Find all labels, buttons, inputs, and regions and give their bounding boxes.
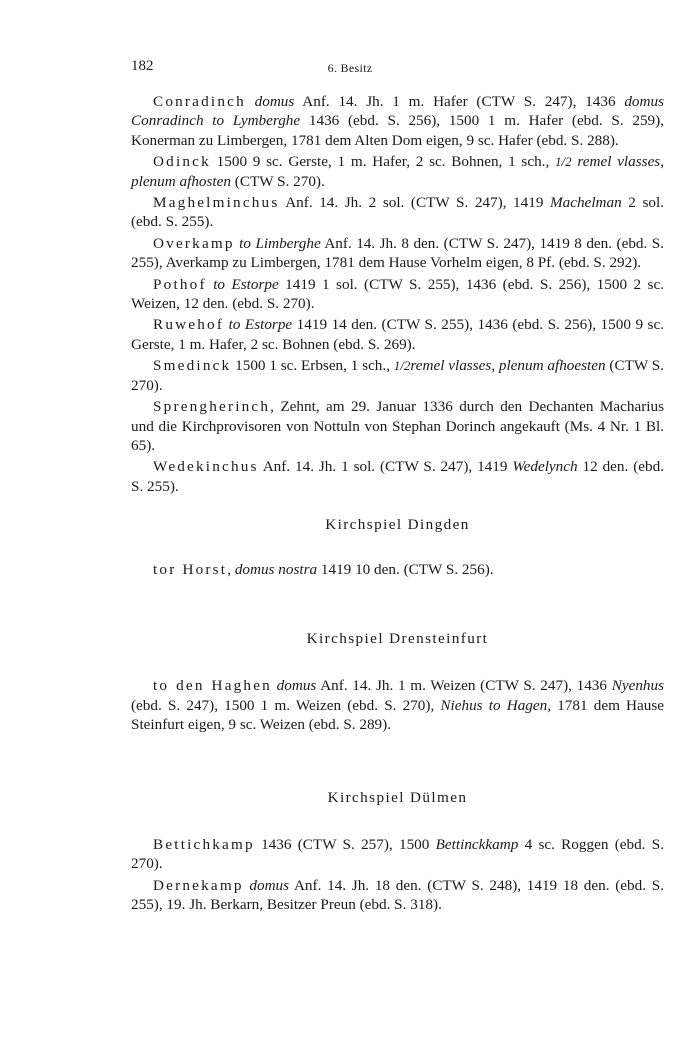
entry-text: (CTW S. 270). — [230, 172, 325, 190]
entry-paragraph — [131, 457, 664, 496]
section-heading-duelmen: Kirchspiel Dülmen — [327, 788, 468, 806]
entry-text: 1436 (CTW S. 257), 1500 — [254, 835, 436, 853]
entry-text — [246, 93, 255, 110]
entry-lemma: Sprengherinch — [153, 398, 271, 416]
page-number: 182 — [131, 58, 154, 74]
italic-text: Wedelynch — [512, 458, 578, 476]
italic-text: Machelman — [550, 194, 622, 212]
entry-text: 1419 1 sol. (CTW S. 255), 1436 (ebd. S. 256), 1500 2 sc. Weizen, 12 den. (ebd. S. 270). — [131, 275, 665, 313]
entry-paragraph — [131, 152, 664, 191]
entry-lemma: Dernekamp — [153, 876, 244, 894]
section-heading-dingden: Kirchspiel Dingden — [325, 516, 470, 534]
entry-text: (CTW S. 270). — [131, 357, 664, 394]
entry-text: Anf. 14. Jh. 1 m. Hafer (CTW S. 247), 1436 — [294, 93, 625, 110]
entry-text: Anf. 14. Jh. 1 m. Weizen (CTW S. 247), 1436 — [316, 677, 612, 695]
italic-text: remel vlasses, plenum afhoesten — [410, 357, 606, 375]
entry-paragraph — [131, 876, 664, 915]
italic-text: Nyenhus — [611, 677, 665, 695]
entry-text: , Zehnt, am 29. Januar 1336 durch den Dechanten Macharius und die Kirchprovisoren von Nottuln von Stephan Dorinch angekauft (Ms. 4 Nr. 1 Bl. 65). — [131, 398, 664, 454]
entry-text: Anf. 14. Jh. 1 sol. (CTW S. 247), 1419 — [258, 458, 513, 476]
entries-drensteinfurt — [131, 676, 664, 734]
entry-paragraph — [131, 92, 664, 150]
entry-text: Anf. 14. Jh. 8 den. (CTW S. 247), 1419 8 den. (ebd. S. 255), Averkamp zu Limbergen, 1781 dem Hause Vorhelm eigen, 8 Pf. (ebd. S. 292). — [131, 234, 665, 272]
entry-lemma: Bettichkamp — [153, 835, 255, 853]
entry-paragraph — [131, 275, 664, 314]
entry-lemma: Odinck — [153, 153, 211, 171]
entry-text: 2 sol. (ebd. S. 255). — [131, 194, 664, 231]
entry-paragraph — [131, 315, 664, 354]
italic-text: domus — [254, 93, 295, 110]
entry-paragraph — [131, 397, 664, 455]
entries-duelmen — [131, 835, 664, 915]
entry-paragraph — [131, 193, 664, 232]
entry-lemma: Smedinck — [153, 357, 232, 375]
entry-text: , — [227, 560, 235, 578]
entry-text: (ebd. S. 247), 1500 1 m. Weizen (ebd. S. 270), — [131, 696, 441, 714]
entry-text: 4 sc. Roggen (ebd. S. 270). — [131, 835, 664, 873]
entries-top — [131, 92, 664, 496]
section-heading-drensteinfurt: Kirchspiel Drensteinfurt — [306, 629, 489, 647]
entry-paragraph — [131, 356, 664, 395]
italic-text: domus — [249, 876, 290, 894]
entries-dingden — [131, 560, 664, 579]
entry-text: Anf. 14. Jh. 18 den. (CTW S. 248), 1419 18 den. (ebd. S. 255), 19. Jh. Berkarn, Besitzer Preun (ebd. S. 318). — [131, 876, 665, 914]
entry-text: 12 den. (ebd. S. 255). — [131, 458, 664, 495]
entry-text: 1436 (ebd. S. 256), 1500 1 m. Hafer (ebd. S. 259), Konerman zu Limbergen, 1781 dem Alten Dom eigen, 9 sc. Hafer (ebd. S. 288). — [131, 112, 664, 149]
running-head: 6. Besitz — [327, 61, 373, 75]
entry-paragraph — [131, 234, 664, 273]
fraction: 1/2 — [555, 154, 572, 170]
italic-text: Bettinckkamp — [435, 835, 519, 853]
entry-lemma: Pothof — [153, 275, 207, 293]
entry-text: Anf. 14. Jh. 2 sol. (CTW S. 247), 1419 — [279, 194, 551, 212]
entry-text: , 1781 dem Hause Steinfurt eigen, 9 sc. Weizen (ebd. S. 289). — [131, 696, 664, 734]
entry-text: 1500 9 sc. Gerste, 1 m. Hafer, 2 sc. Bohnen, 1 sch., — [210, 153, 556, 171]
italic-text: Niehus to Hagen — [440, 696, 548, 714]
entry-lemma: Ruwehof — [153, 316, 225, 334]
italic-text: to Estorpe — [228, 316, 293, 334]
italic-text: remel vlasses, plenum afhosten — [131, 153, 665, 190]
entry-text: 1419 14 den. (CTW S. 255), 1436 (ebd. S. 256), 1500 9 sc. Gerste, 1 m. Hafer, 2 sc. Bohnen (ebd. S. 269). — [131, 316, 664, 353]
italic-text: to Limberghe — [239, 234, 321, 252]
entry-text: 1419 10 den. (CTW S. 256). — [317, 560, 494, 578]
entry-lemma: to den Haghen — [153, 677, 272, 695]
entry-lemma: Wedekinchus — [153, 458, 259, 476]
entry-lemma: Overkamp — [153, 234, 235, 252]
italic-text: to Estorpe — [213, 275, 279, 293]
text-block — [131, 92, 664, 915]
italic-text: domus Conradinch to Lymberghe — [131, 93, 664, 130]
fraction: 1/2 — [393, 358, 411, 374]
entry-paragraph — [131, 560, 664, 579]
entry-paragraph — [131, 835, 664, 874]
entry-paragraph — [131, 676, 664, 734]
italic-text: domus nostra — [234, 560, 318, 578]
entry-lemma: Conradinch — [153, 93, 246, 110]
entry-lemma: Maghelminchus — [153, 194, 280, 212]
italic-text: domus — [276, 677, 317, 695]
entry-text: 1500 1 sc. Erbsen, 1 sch., — [231, 357, 394, 375]
entry-lemma: tor Horst — [153, 560, 228, 578]
